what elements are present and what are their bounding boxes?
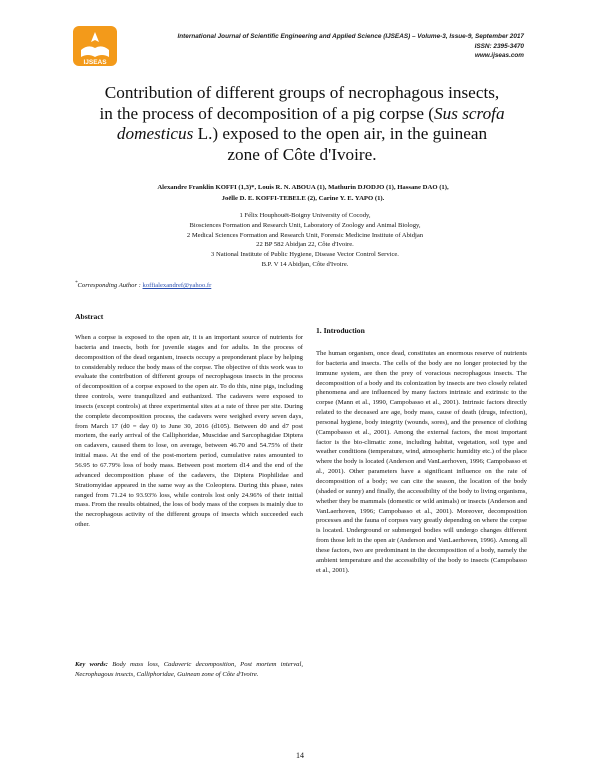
title-line-2: in the process of decomposition of a pig corpse (Sus scrofa [99, 103, 505, 123]
keywords-text: Body mass loss, Cadaveric decomposition, Post mortem interval, Necrophagous insects, Calliphoridae, Guinean zone of Côte d'Ivoire. [75, 661, 303, 678]
affiliation-line: 3 National Institute of Public Hygiene, Disease Vector Control Service. [211, 251, 399, 259]
authors-line-1: Alexandre Franklin KOFFI (1,3)*, Louis R. N. ABOUA (1), Mathurin DJODJO (1), Hassane DAO (1), [157, 184, 449, 191]
issn-line: ISSN: 2395-3470 [474, 42, 524, 50]
introduction-heading: 1. Introduction [316, 326, 365, 335]
affiliation-line: Biosciences Formation and Research Unit, Laboratory of Zoology and Animal Biology, [189, 221, 421, 229]
author-list [108, 182, 498, 204]
journal-header [128, 32, 524, 61]
affiliation-line: B.P. V 14 Abidjan, Côte d'Ivoire. [261, 260, 349, 268]
corresponding-author: *Corresponding Author : koffialexandref@yahoo.fr [75, 280, 212, 289]
affiliation-line: 2 Medical Sciences Formation and Research Unit, Forensic Medicine Institute of Abidjan [186, 231, 424, 239]
affiliation-line: 22 BP 582 Abidjan 22, Côte d'Ivoire. [256, 241, 354, 249]
journal-line: International Journal of Scientific Engineering and Applied Science (IJSEAS) – Volume-3, Issue-9, September 2017 [177, 33, 524, 40]
abstract-heading: Abstract [75, 312, 104, 321]
page-number: 14 [296, 751, 304, 760]
affiliations [120, 211, 490, 270]
author-email-link[interactable]: koffialexandref@yahoo.fr [142, 282, 212, 289]
paper-title [64, 83, 540, 165]
corresponding-label: Corresponding Author : [77, 282, 141, 289]
keywords [75, 660, 303, 679]
authors-line-2: Joëlle D. E. KOFFI-TEBELE (2), Carine Y. E. YAPO (1). [221, 195, 385, 202]
title-line-4: zone of Côte d'Ivoire. [227, 144, 377, 164]
abstract-body: When a corpse is exposed to the open air, it is an important source of nutrients for bacteria and insects, both for juvenile stages and for adults. In the process of decomposition of the dead organism, insects occupy a preponderant place by helping to considerably reduce the body mass of the corpse. The objective of this work was to evaluate the contribution of different groups of necrophagous insects in the process of decomposition of a corpse exposed to the open air. To do this, nine pigs, including three controls, were tranquilized and euthanized. The cadavers were exposed to insects (except controls) at three experimental sites at a rate of three per site. During the complete decomposition process, the cadavers were weighed every seven days, from March 17 (d0 = day 0) to June 30, 2016 (d105). Between d0 and d7 post mortem, the early arrival of the Calliphoridae, Muscidae and Sarcophagidae Diptera on cadavers, caused them to lose, on average, between 46.70 and 54.75% of their initial mass. At the end of the post-mortem period, cumulative rates amounted to 56.95 to 67.79% loss of body mass. Between post mortem d14 and the end of the advanced decomposition phase of the cadavers, the Diptera Piophilidae and Stratiomyidae appeared in the same way as the Coleoptera. During this phase, rates ranged from 71.24 to 93.93% loss, while controls lost only 24.96% of their initial mass. From the results obtained, the loss of body mass of the corpses is mainly due to the necrophagous activity of the different groups of insects which succeeded each other. [75, 334, 303, 529]
introduction-body: The human organism, once dead, constitutes an enormous reserve of nutrients for bacteria and insects. The cells of the body are no longer protected by the immune system, are then the prey of voracious necrophagous insects. The decomposition of a body and its colonization by insects are two closely related phenomena and are influenced by many factors intrinsic and extrinsic to the corpse (Mann et al., 1990, Campobasso et al., 2001). Intrinsic factors directly related to the deceased are age, body mass, cause of death (drugs, infection), personal hygiene, body integrity (wounds, sores), and the presence of clothing (Campobasso et al., 2001). Among the external factors, the most important factor is the bio-climatic zone, including habitat, vegetation, soil type and weather conditions (temperature, wind, atmospheric humidity etc.) of the place where the body is located (Anderson and VanLaerhoven, 1996; Campobasso et al., 2001). Other parameters have a significant influence on the rate of decomposition of a body; we can cite the season, the location of the body (shaded or sunny) and finally, the accessibility of the body to living organisms, whether they be mammals (domestic or wild animals) or insects (Anderson and VanLaerhoven, 1996; Campobasso et al., 2001). Moreover, decomposition processes and the fauna of corpses vary greatly depending on where the corpse is located. Underground or submerged bodies will undergo changes different from those left in the open air (Anderson and VanLaerhoven, 1996). Among all these factors, two are predominant in the decomposition of a body, namely the ambient temperature and the accessibility of the body to insects (Campobasso et al., 2001). [316, 350, 527, 574]
logo-text: IJSEAS [83, 59, 107, 66]
title-line-1: Contribution of different groups of necrophagous insects, [104, 83, 500, 102]
affiliation-line: 1 Félix Houphouët-Boigny University of Cocody, [239, 212, 371, 219]
title-line-3: domesticus L.) exposed to the open air, in the guinean [116, 124, 488, 144]
ijseas-logo [71, 24, 119, 68]
website-line: www.ijseas.com [474, 52, 524, 60]
keywords-label: Key words: [75, 661, 108, 668]
